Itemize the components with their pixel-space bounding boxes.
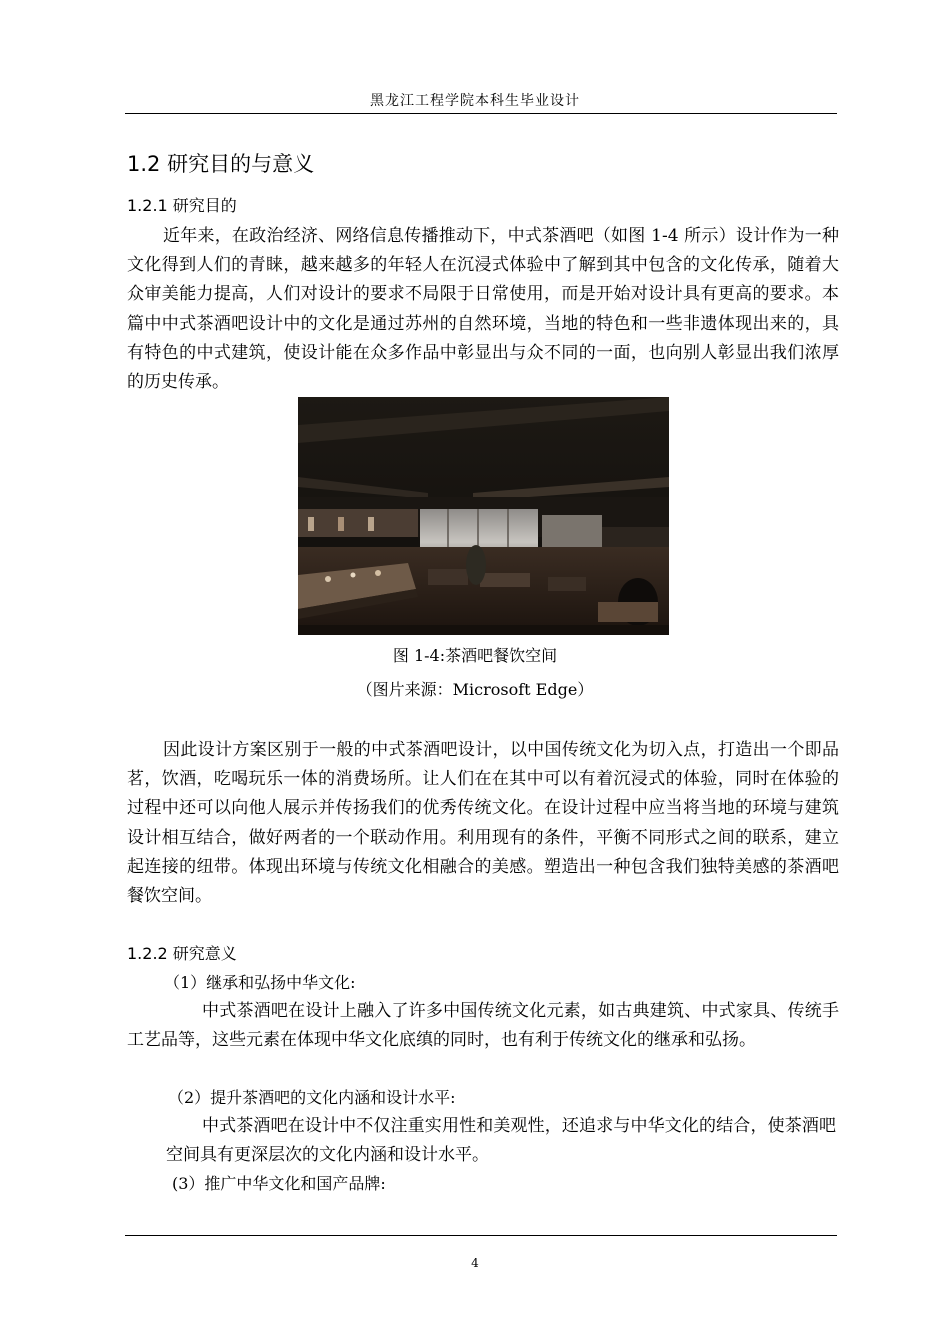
running-header: 黑龙江工程学院本科生毕业设计 — [370, 93, 580, 109]
item-title-3: (3）推广中华文化和国产品牌: — [172, 1174, 386, 1193]
item-title-1: （1）继承和弘扬中华文化: — [164, 973, 356, 992]
paragraph-design-approach: 因此设计方案区别于一般的中式茶酒吧设计，以中国传统文化为切入点，打造出一个即品茗，饮酒，吃喝玩乐一体的消费场所。让人们在在其中可以有着沉浸式的体验，同时在体验的过程中还可以向他人展示并传扬我们的优秀传统文化。在设计过程中应当将当地的环境与建筑设计相互结合，做好两者的一个联动作用。利用现有的条件，平衡不同形式之间的联系，建立起连接的纽带。体现出环境与传统文化相融合的美感。塑造出一种包含我们独特美感的茶酒吧餐饮空间。 — [127, 740, 839, 907]
item-body-1: 中式茶酒吧在设计上融入了许多中国传统文化元素，如古典建筑、中式家具、传统手工艺品等，这些元素在体现中华文化底缜的同时，也有利于传统文化的继承和弘扬。 — [127, 1001, 839, 1051]
paragraph-purpose: 近年来，在政治经济、网络信息传播推动下，中式茶酒吧（如图 1-4 所示）设计作为一种文化得到人们的青睐，越来越多的年轻人在沉浸式体验中了解到其中包含的文化传承，随着大众审美能力提高，人们对设计的要求不局限于日常使用，而是开始对设计具有更高的要求。本篇中中式茶酒吧设计中的文化是通过苏州的自然环境，当地的特色和一些非遗体现出来的，具有特色的中式建筑，使设计能在众多作品中彰显出与众不同的一面，也向别人彰显出我们浓厚的历史传承。 — [127, 226, 839, 393]
item-body-2: 中式茶酒吧在设计中不仅注重实用性和美观性，还追求与中华文化的结合，使茶酒吧空间具有更深层次的文化内涵和设计水平。 — [166, 1116, 836, 1166]
footer-rule — [125, 1235, 837, 1236]
subsection-heading-purpose: 1.2.1 研究目的 — [127, 196, 237, 215]
page-number: 4 — [471, 1256, 479, 1270]
tea-bar-interior-illustration — [298, 397, 669, 635]
section-heading: 1.2 研究目的与意义 — [127, 152, 315, 176]
subsection-heading-significance: 1.2.2 研究意义 — [127, 944, 237, 963]
figure-tea-bar-photo — [298, 397, 669, 635]
item-title-2: （2）提升茶酒吧的文化内涵和设计水平: — [168, 1088, 456, 1107]
figure-source: （图片来源：Microsoft Edge） — [356, 680, 594, 699]
header-rule — [125, 113, 837, 114]
figure-caption: 图 1-4:茶酒吧餐饮空间 — [392, 646, 558, 665]
